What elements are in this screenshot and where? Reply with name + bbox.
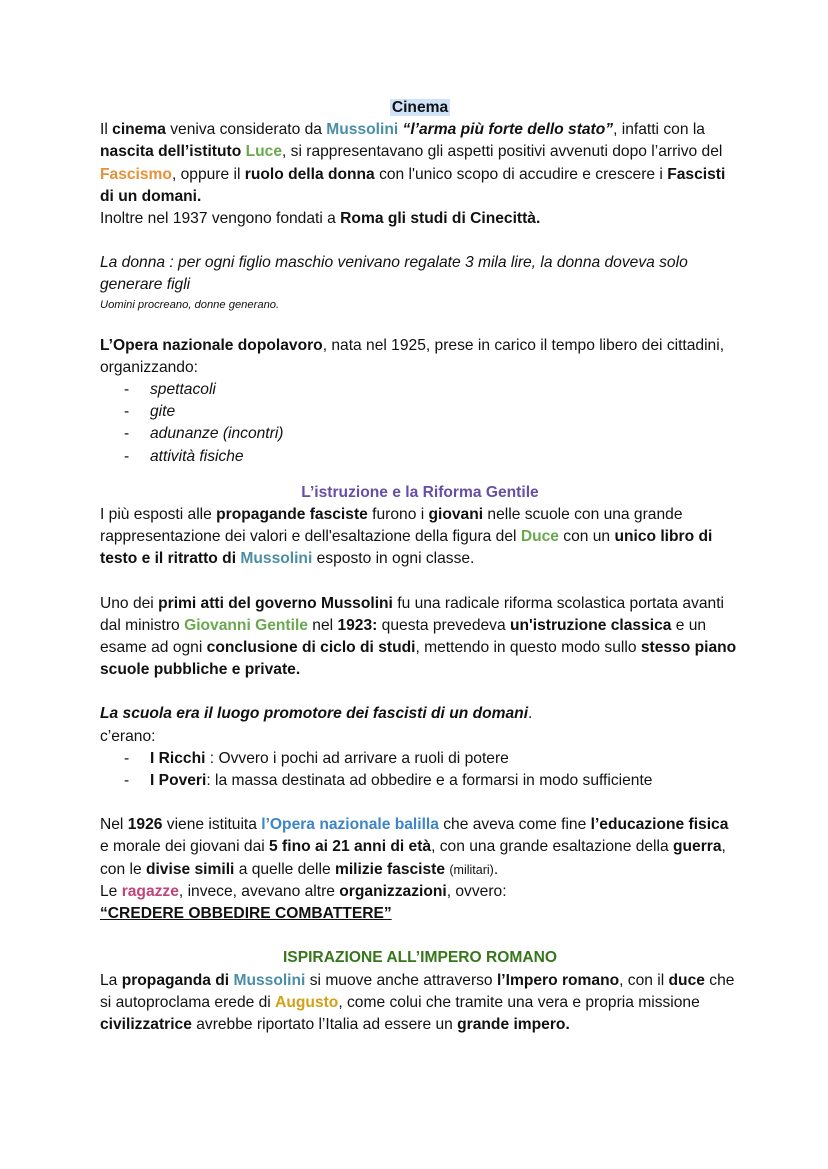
istruzione-title-line (100, 482, 740, 504)
cinema-paragraph: Il cinema veniva considerato da Mussolini “l’arma più forte dello stato”, infatti con la nascita dell’istituto Luce, si rappresentavano gli aspetti positivi avvenuti dopo l’arrivo del Fascismo, oppure il ruolo della donna con l'unico scopo di accudire e crescere i Fascisti di un domani. (100, 121, 726, 205)
motto: “CREDERE OBBEDIRE COMBATTERE” (100, 905, 392, 923)
impero-title: ISPIRAZIONE ALL’IMPERO ROMANO (282, 949, 558, 967)
cinema-title-line (100, 97, 740, 119)
list-item-poveri: - I Poveri: la massa destinata ad obbedire e a formarsi in modo sufficiente (124, 770, 740, 792)
c-erano-label: c’erano: (100, 727, 156, 745)
istruzione-title: L’istruzione e la Riforma Gentile (301, 483, 539, 501)
document-body (100, 97, 740, 1036)
istruzione-paragraph-2: Uno dei primi atti del governo Mussolini fu una radicale riforma scolastica portata avanti dal ministro Giovanni Gentile nel 1923: questa prevedeva un'istruzione classica e un esame ad ogni conclusione di ciclo di studi, mettendo in questo modo sullo stesso piano scuole pubbliche e private. (100, 594, 737, 679)
list-item: - adunanze (incontri) (124, 423, 740, 445)
cinema-quote: “l’arma più forte dello stato” (402, 121, 614, 139)
list-item: - attività fisiche (124, 446, 740, 468)
impero-paragraph: La propaganda di Mussolini si muove anche attraverso l’Impero romano, con il duce che si autoproclama erede di Augusto, come colui che tramite una vera e propria missione civilizzatrice avrebbe riportato l’Italia ad essere un grande impero. (100, 971, 735, 1033)
cinema-title: Cinema (391, 99, 449, 116)
cinecitta-paragraph: Inoltre nel 1937 vengono fondati a Roma gli studi di Cinecittà. (100, 210, 541, 228)
women-note: La donna : per ogni figlio maschio venivano regalate 3 mila lire, la donna doveva solo generare figli (100, 254, 688, 294)
istruzione-paragraph-1: I più esposti alle propagande fasciste furono i giovani nelle scuole con una grande rappresentazione dei valori e dell'esaltazione della figura del Duce con un unico libro di testo e il ritratto di Mussolini esposto in ogni classe. (100, 506, 713, 568)
scuola-statement: La scuola era il luogo promotore dei fascisti di un domani. (100, 705, 533, 723)
dopolavoro-list (100, 379, 740, 468)
dopolavoro-paragraph: L’Opera nazionale dopolavoro, nata nel 1925, prese in carico il tempo libero dei cittadini, organizzando: (100, 336, 725, 376)
list-item: - spettacoli (124, 379, 740, 401)
classi-list (100, 748, 740, 792)
list-item: - gite (124, 401, 740, 423)
list-item-ricchi: - I Ricchi : Ovvero i pochi ad arrivare a ruoli di potere (124, 748, 740, 770)
balilla-paragraph: Nel 1926 viene istituita l’Opera nazionale balilla che aveva come fine l’educazione fisica e morale dei giovani dai 5 fino ai 21 anni di età, con una grande esaltazione della guerra, con le divise simili a quelle delle milizie fasciste (militari). (100, 816, 729, 878)
impero-title-line (100, 947, 740, 969)
ragazze-paragraph: Le ragazze, invece, avevano altre organizzazioni, ovvero: (100, 882, 507, 900)
small-note: Uomini procreano, donne generano. (100, 298, 280, 311)
